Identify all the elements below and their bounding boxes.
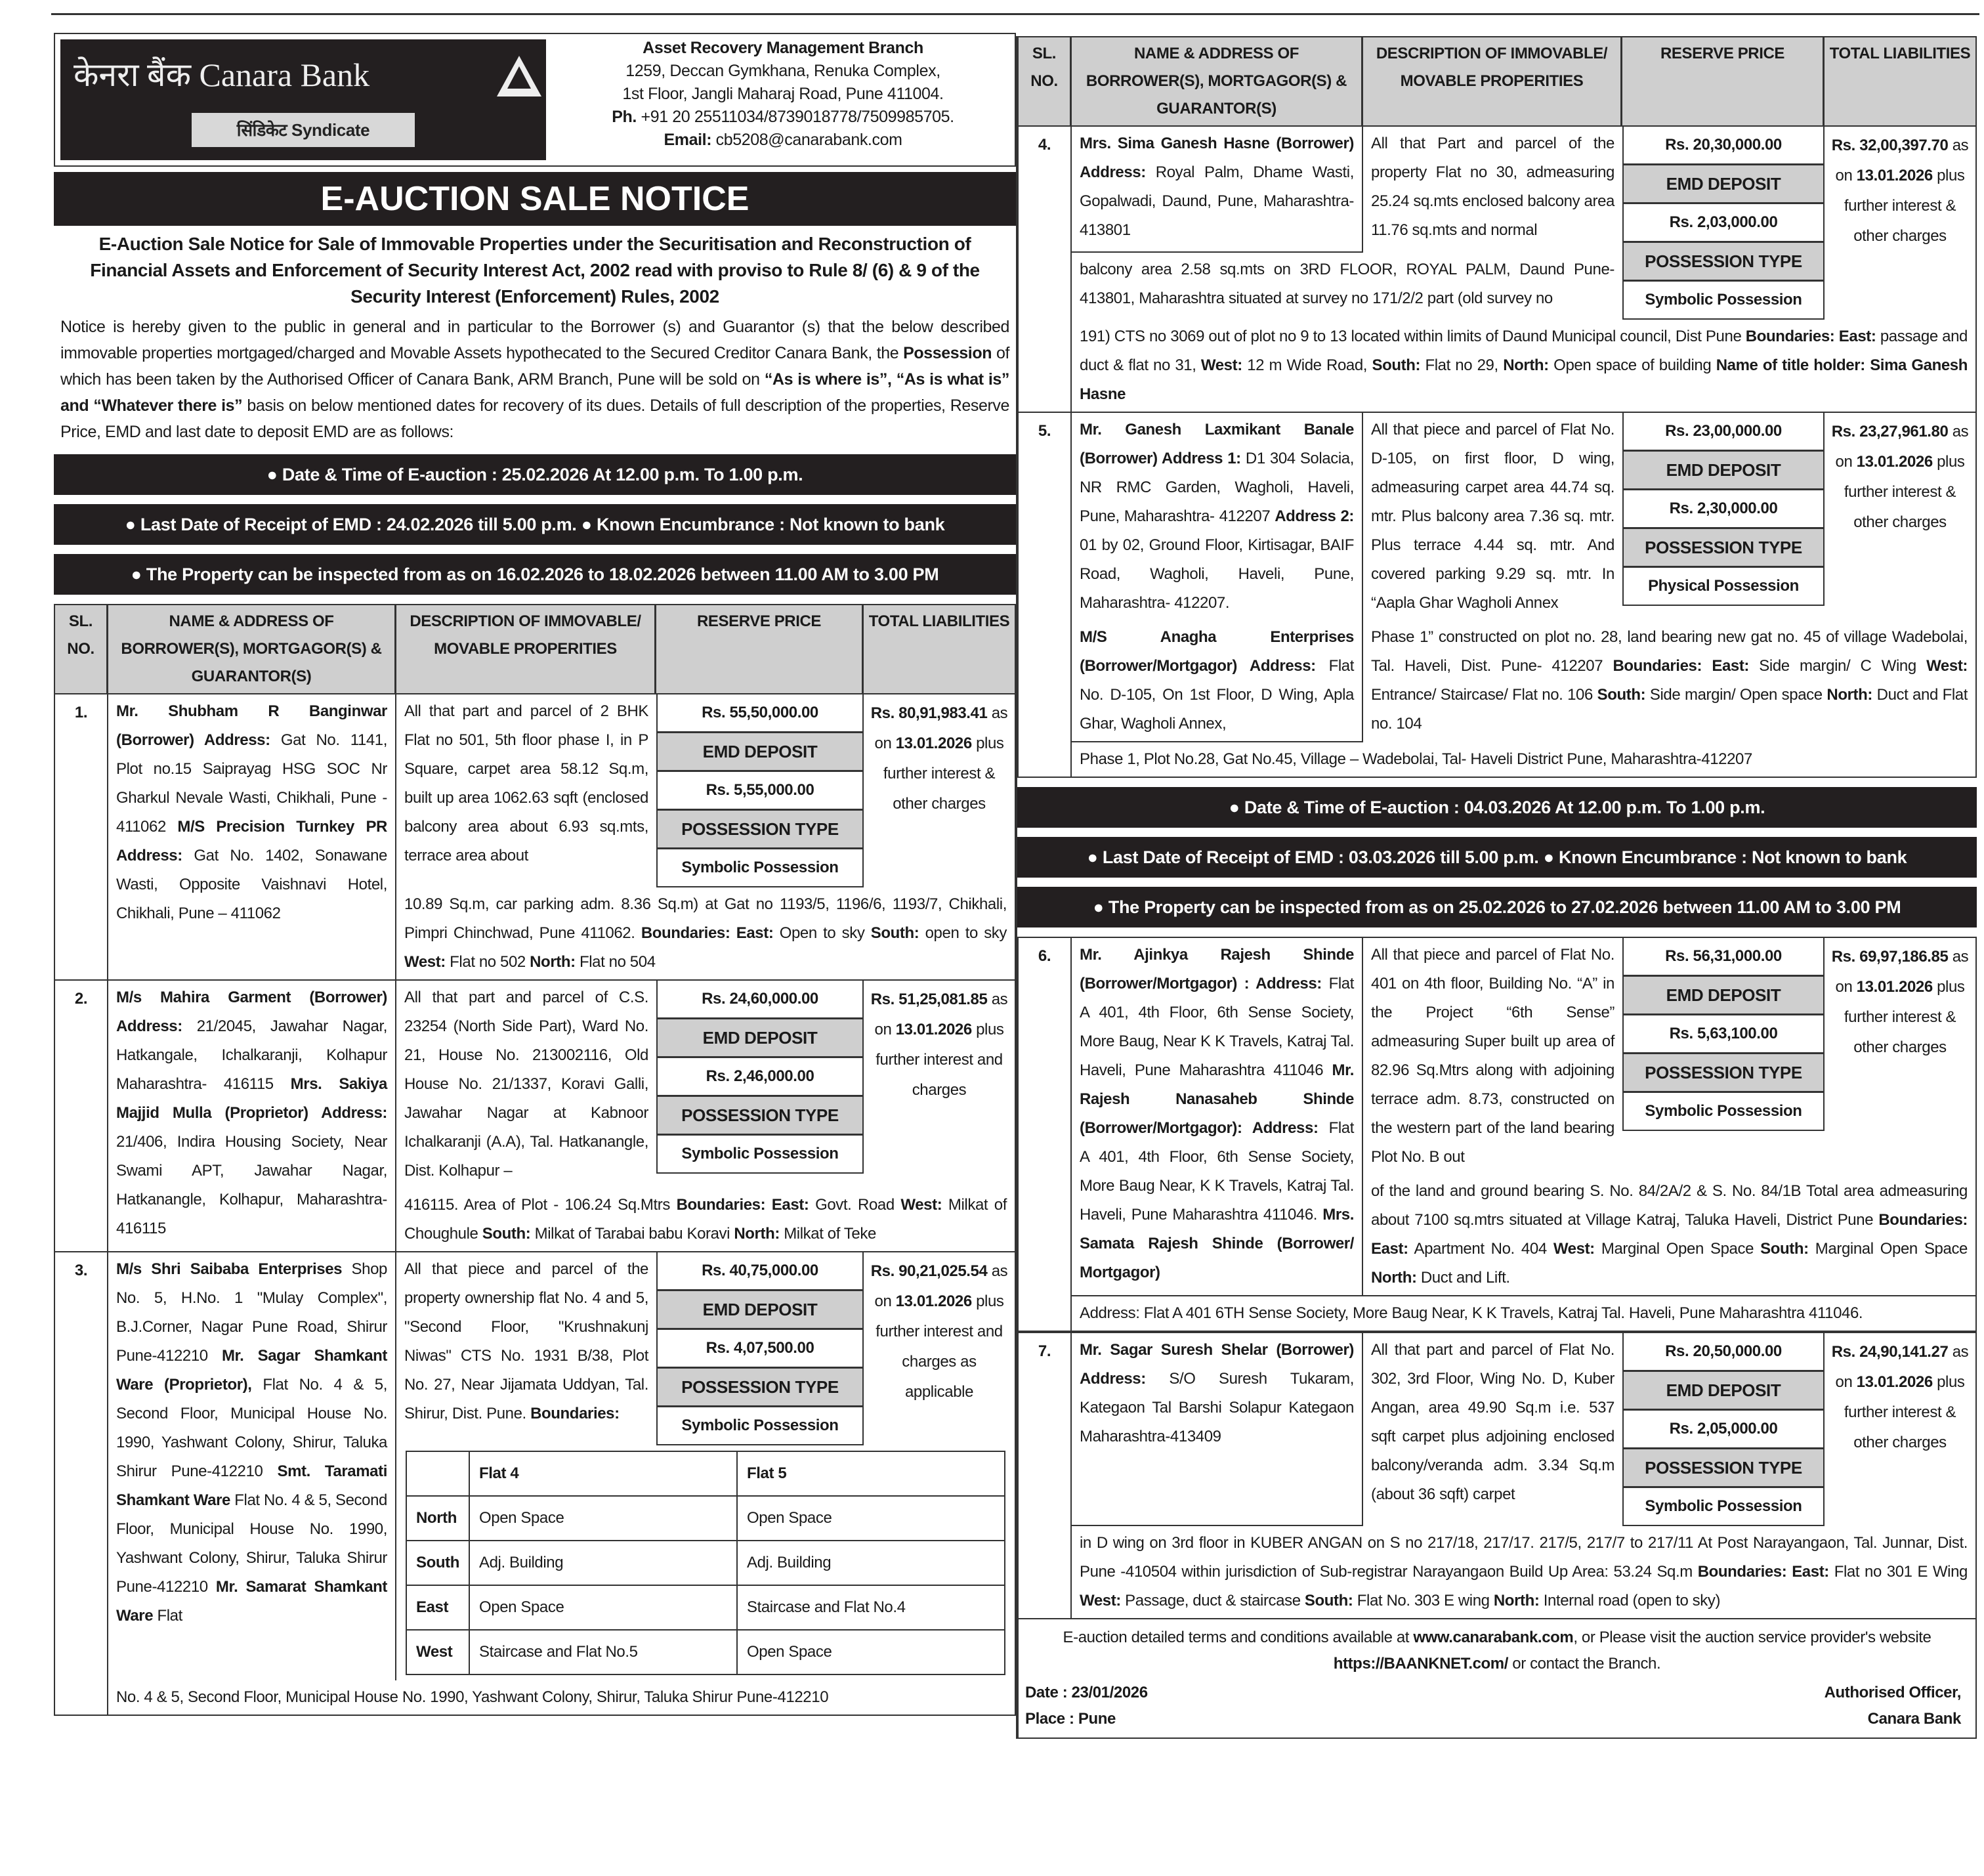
text-segment: Flat No. 4 & 5, Second Floor, Municipal House No. 1990, Yashwant Colony, Shirur, Taluka Shirur Pune-412210 bbox=[116, 1491, 387, 1596]
sl-no: 1. bbox=[55, 694, 108, 979]
text-segment: Mr. Ganesh Laxmikant Banale (Borrower) Address 1: bbox=[1080, 421, 1354, 467]
table-cell: Adj. Building bbox=[737, 1541, 1005, 1585]
notice-place: Place : Pune bbox=[1025, 1710, 1116, 1728]
signature-row bbox=[1025, 1680, 1969, 1732]
signatory bbox=[1825, 1680, 1969, 1732]
text-segment: basis on below mentioned dates for recovery of its dues. Details of full description of the properties, Reserve Price, EMD and last date to deposit EMD are as follows: bbox=[60, 396, 1009, 441]
email bbox=[551, 129, 1015, 152]
text-segment: West: bbox=[900, 1196, 942, 1214]
text-segment: 13.01.2026 bbox=[895, 1021, 972, 1038]
canara-bank-logo bbox=[60, 39, 546, 160]
text-segment: 13.01.2026 bbox=[1856, 453, 1933, 471]
text-segment: Flat no 504 bbox=[575, 953, 656, 971]
notice-paragraph bbox=[54, 310, 1016, 452]
text-segment: Boundaries: East: bbox=[1371, 1211, 1968, 1258]
text-segment: West: bbox=[1080, 1592, 1121, 1610]
emd-label: EMD DEPOSIT bbox=[1624, 452, 1823, 490]
total-liabilities bbox=[864, 981, 1015, 1188]
text-segment: Name of title holder: Sima Ganesh Hasne bbox=[1080, 356, 1968, 403]
emd-value: Rs. 2,46,000.00 bbox=[658, 1058, 862, 1097]
text-segment: M/s Shri Saibaba Enterprises bbox=[116, 1260, 343, 1278]
text-segment: S/O Suresh Tukaram, Kategaon Tal Barshi Solapur Kategaon Maharashtra-413409 bbox=[1080, 1370, 1354, 1445]
emd-value: Rs. 2,03,000.00 bbox=[1624, 204, 1823, 243]
table-cell bbox=[406, 1451, 469, 1496]
text-segment: 13.01.2026 bbox=[1856, 978, 1933, 996]
text-segment: Govt. Road bbox=[809, 1196, 901, 1214]
text-segment: as on bbox=[1835, 423, 1969, 471]
text-segment: Entrance/ Staircase/ Flat no. 106 bbox=[1371, 686, 1597, 704]
email-value: cb5208@canarabank.com bbox=[711, 131, 902, 149]
borrower-details bbox=[108, 1252, 396, 1680]
reserve-price: Rs. 20,30,000.00 bbox=[1624, 127, 1823, 165]
text-segment: as on bbox=[874, 1262, 1008, 1310]
text-segment: All that part and parcel of C.S. 23254 (North Side Part), Ward No. 21, House No. 213002116, Old House No. 21/1337, Koravi Galli, Jawahar Nagar at Kabnoor Ichalkaranji (A.A), Tal. Hatkanangle, Dist. Kolhapur – bbox=[404, 989, 648, 1180]
text-segment: Milkat of Teke bbox=[779, 1225, 876, 1243]
text-segment: Address: Flat A 401 6TH Sense Society, More Baug Near, K K Travels, Katraj Tal. Haveli, Pune Maharashtra 411046. bbox=[1080, 1304, 1863, 1322]
text-segment: Rs. 69,97,186.85 bbox=[1831, 948, 1949, 966]
text-segment: Flat No. 4 & 5, Second Floor, Municipal House No. 1990, Yashwant Colony, Shirur, Taluka Shirur Pune-412210 bbox=[116, 1376, 387, 1480]
notice-date: Date : 23/01/2026 bbox=[1025, 1684, 1148, 1701]
property-description-tail bbox=[1072, 742, 1975, 777]
text-segment: South: bbox=[1304, 1592, 1353, 1610]
text-segment: Rs. 90,21,025.54 bbox=[870, 1262, 988, 1280]
col-reserve-price: RESERVE PRICE bbox=[656, 605, 864, 693]
sl-no: 7. bbox=[1019, 1333, 1072, 1618]
text-segment: Rs. 32,00,397.70 bbox=[1831, 137, 1949, 154]
text-segment: Phase 1” constructed on plot no. 28, land bearing new gat no. 45 of village Wadebolai, Tal. Haveli, Dist. Pune- 412207 bbox=[1371, 628, 1968, 675]
text-segment: plus further interest & other charges bbox=[883, 735, 1004, 813]
text-segment: M/s Mahira Garment (Borrower) Address: bbox=[116, 989, 387, 1035]
price-box bbox=[1622, 1333, 1825, 1526]
text-segment: plus further interest and charges bbox=[876, 1021, 1004, 1099]
table-cell: West bbox=[406, 1630, 469, 1674]
text-segment: Rs. 23,27,961.80 bbox=[1831, 423, 1949, 440]
emd-date-banner: ● Last Date of Receipt of EMD : 03.03.2026 till 5.00 p.m. ● Known Encumbrance : Not known to bank bbox=[1017, 837, 1977, 878]
text-segment: North: bbox=[1503, 356, 1549, 374]
text-segment: Duct and Lift. bbox=[1416, 1269, 1510, 1287]
total-liabilities bbox=[864, 694, 1015, 887]
text-segment: Rs. 80,91,983.41 bbox=[870, 704, 988, 722]
text-segment: Side margin/ Open space bbox=[1645, 686, 1827, 704]
property-description bbox=[1363, 413, 1622, 620]
property-description-cont bbox=[396, 887, 1015, 979]
text-segment: Boundaries: East: bbox=[676, 1196, 809, 1214]
text-segment: D1 304 Solacia, NR RMC Garden, Wagholi, Haveli, Pune, Maharashtra- 412207 bbox=[1080, 450, 1355, 525]
text-segment: Boundaries: East: bbox=[1613, 657, 1750, 675]
table-cell: Open Space bbox=[737, 1630, 1005, 1674]
text-segment: Boundaries: East: bbox=[1745, 328, 1876, 345]
notice-subtitle: E-Auction Sale Notice for Sale of Immovable Properties under the Securitisation and Reconstruction of Financial Assets and Enforcement of Security Interest Act, 2002 read with proviso to Rule 8/ (6) & 9 of the Security Interest (Enforcement) Rules, 2002 bbox=[90, 234, 980, 307]
possession-label: POSSESSION TYPE bbox=[658, 811, 862, 849]
text-segment: Milkat of Choughule bbox=[404, 1196, 1007, 1243]
property-description bbox=[1363, 1333, 1622, 1526]
table-cell: South bbox=[406, 1541, 469, 1585]
text-segment: Rs. 24,90,141.27 bbox=[1831, 1343, 1949, 1361]
text-segment: Flat bbox=[153, 1607, 182, 1625]
emd-label: EMD DEPOSIT bbox=[658, 1019, 862, 1058]
text-segment: in D wing on 3rd floor in KUBER ANGAN on S no 217/18, 217/17. 217/5, 217/7 to 217/11 At Post Narayangaon, Tal. Junnar, Dist. Pune -410504 within jurisdiction of Sub-registrar Narayangaon Build Up Area: 53.24 Sq.m bbox=[1080, 1534, 1968, 1581]
text-segment: Flat no 29, bbox=[1420, 356, 1504, 374]
text-segment: Side margin/ C Wing bbox=[1749, 657, 1927, 675]
text-segment: Duct and Flat no. 104 bbox=[1371, 686, 1968, 733]
table-header bbox=[1017, 36, 1977, 127]
text-segment: North: bbox=[1371, 1269, 1417, 1287]
total-liabilities bbox=[1825, 938, 1975, 1174]
possession-value: Symbolic Possession bbox=[1645, 1497, 1802, 1515]
logo-text: केनरा बैंक Canara Bank bbox=[74, 56, 370, 93]
inspection-banner: ● The Property can be inspected from as on 25.02.2026 to 27.02.2026 between 11.00 AM to 3.00 PM bbox=[1017, 887, 1977, 927]
text-segment: 13.01.2026 bbox=[895, 1292, 972, 1310]
text-segment: Mr. Samarat Shamkant Ware bbox=[116, 1578, 387, 1625]
possession-value: Symbolic Possession bbox=[681, 1417, 839, 1434]
emd-value: Rs. 2,30,000.00 bbox=[1624, 490, 1823, 529]
text-segment: Boundaries: East: bbox=[641, 924, 774, 942]
emd-label: EMD DEPOSIT bbox=[1624, 977, 1823, 1015]
col-borrower: NAME & ADDRESS OF BORROWER(S), MORTGAGOR(S) & GUARANTOR(S) bbox=[1072, 37, 1363, 125]
emd-label: EMD DEPOSIT bbox=[658, 1291, 862, 1330]
possession-value: Symbolic Possession bbox=[681, 859, 839, 876]
phone bbox=[551, 106, 1015, 129]
total-liabilities bbox=[1825, 413, 1975, 620]
text-segment: Notice is hereby given to the public in general and in particular to the Borrower (s) and Guarantor (s) that the below described immovable properties mortgaged/charged and Movable Assets hypothecated to the Secured Creditor Canara Bank, the bbox=[60, 318, 1009, 362]
text-segment: 21/2045, Jawahar Nagar, Hatkangale, Ichalkaranji, Kolhapur Maharashtra- 416115 bbox=[116, 1017, 387, 1093]
text-segment: South: bbox=[1760, 1240, 1809, 1258]
sl-no: 2. bbox=[55, 981, 108, 1251]
table-header bbox=[54, 604, 1016, 694]
text-segment: North: bbox=[530, 953, 576, 971]
sl-no: 6. bbox=[1019, 938, 1072, 1331]
emd-value: Rs. 5,63,100.00 bbox=[1624, 1015, 1823, 1054]
text-segment: Marginal Open Space bbox=[1808, 1240, 1968, 1258]
text-segment: Boundaries: East: bbox=[1697, 1563, 1829, 1581]
borrower-details bbox=[1072, 938, 1363, 1295]
text-segment: Gat No. 1141, Plot no.15 Saiprayag HSG SOC Nr Gharkul Nevale Wasti, Chikhali, Pune - 411062 bbox=[116, 731, 387, 836]
sl-no: 3. bbox=[55, 1252, 108, 1715]
text-segment: 12 m Wide Road, bbox=[1242, 356, 1372, 374]
possession-value: Symbolic Possession bbox=[1645, 1102, 1802, 1120]
text-segment: South: bbox=[482, 1225, 531, 1243]
text-segment: Address 2: bbox=[1275, 507, 1354, 525]
text-segment: M/S Precision Turnkey PR Address: bbox=[116, 818, 387, 864]
price-box bbox=[656, 694, 864, 887]
text-segment: Mr. Sagar Shamkant Ware (Proprietor), bbox=[116, 1347, 388, 1394]
col-reserve-price: RESERVE PRICE bbox=[1622, 37, 1825, 125]
borrower-details bbox=[108, 981, 396, 1251]
property-row bbox=[1017, 937, 1977, 1332]
text-segment: Marginal Open Space bbox=[1594, 1240, 1761, 1258]
possession-value: Symbolic Possession bbox=[1645, 291, 1802, 309]
property-row bbox=[1017, 413, 1977, 778]
notice-footer bbox=[1017, 1619, 1977, 1739]
reserve-price: Rs. 20,50,000.00 bbox=[1624, 1333, 1823, 1372]
text-segment: Possession bbox=[903, 344, 992, 362]
text-segment: Royal Palm, Dhame Wasti, Gopalwadi, Daund, Pune, Maharashtra- 413801 bbox=[1080, 163, 1354, 239]
property-description bbox=[396, 981, 656, 1188]
price-box bbox=[1622, 413, 1825, 606]
table-row bbox=[406, 1585, 1005, 1630]
price-box bbox=[656, 1252, 864, 1445]
table-cell: North bbox=[406, 1496, 469, 1541]
reserve-price: Rs. 24,60,000.00 bbox=[658, 981, 862, 1019]
col-sl-no: SL. NO. bbox=[1019, 37, 1072, 125]
emd-value: Rs. 5,55,000.00 bbox=[658, 772, 862, 811]
text-segment: 191) CTS no 3069 out of plot no 9 to 13 located within limits of Daund Municipal council, Dist Pune bbox=[1080, 328, 1746, 345]
borrower-details bbox=[1072, 1333, 1363, 1526]
table-cell: Adj. Building bbox=[469, 1541, 737, 1585]
property-description-cont bbox=[1363, 620, 1975, 742]
text-segment: South: bbox=[1372, 356, 1421, 374]
borrower-details bbox=[1072, 413, 1363, 620]
text-segment: https://BAANKNET.com/ bbox=[1333, 1655, 1508, 1673]
property-description bbox=[1363, 127, 1622, 253]
table-row bbox=[406, 1630, 1005, 1674]
text-segment: E-auction detailed terms and conditions available at bbox=[1063, 1629, 1414, 1646]
total-liabilities bbox=[864, 1252, 1015, 1445]
text-segment: Open space of building bbox=[1548, 356, 1716, 374]
text-segment: 416115. Area of Plot - 106.24 Sq.Mtrs bbox=[404, 1196, 677, 1214]
borrower-details-2 bbox=[1072, 620, 1363, 742]
possession-label: POSSESSION TYPE bbox=[1624, 1449, 1823, 1488]
emd-label: EMD DEPOSIT bbox=[1624, 165, 1823, 204]
text-segment: Mrs. Sima Ganesh Hasne (Borrower) Address: bbox=[1080, 135, 1354, 181]
text-segment: North: bbox=[734, 1225, 780, 1243]
text-segment: as on bbox=[874, 704, 1008, 752]
table-cell: Open Space bbox=[469, 1496, 737, 1541]
possession-label: POSSESSION TYPE bbox=[1624, 1054, 1823, 1093]
table-cell: Flat 4 bbox=[469, 1451, 737, 1496]
canara-triangle-icon bbox=[497, 56, 541, 96]
branch-address bbox=[551, 34, 1015, 165]
emd-value: Rs. 2,05,000.00 bbox=[1624, 1411, 1823, 1449]
property-description-tail bbox=[1072, 1526, 1975, 1618]
text-segment: Smt. Taramati Shamkant Ware bbox=[116, 1462, 387, 1509]
reserve-price: Rs. 55,50,000.00 bbox=[658, 694, 862, 733]
date-place bbox=[1025, 1680, 1148, 1732]
col-total-liabilities: TOTAL LIABILITIES bbox=[868, 612, 1010, 630]
possession-label: POSSESSION TYPE bbox=[658, 1369, 862, 1407]
property-description-tail bbox=[1072, 1295, 1975, 1331]
property-description bbox=[396, 1252, 656, 1445]
text-segment: Phase 1, Plot No.28, Gat No.45, Village – Wadebolai, Tal- Haveli District Pune, Maharashtra-412207 bbox=[1080, 750, 1752, 768]
text-segment: , or Please visit the auction service provider's website bbox=[1573, 1629, 1931, 1646]
text-segment: 01 by 02, Ground Floor, Kirtisagar, BAIF Road, Wagholi, Haveli, Pune, Maharashtra- 412207. bbox=[1080, 536, 1354, 612]
emd-label: EMD DEPOSIT bbox=[1624, 1372, 1823, 1411]
text-segment: Mr. Rajesh Nanasaheb Shinde (Borrower/Mortgagor): Address: bbox=[1080, 1061, 1354, 1137]
property-row bbox=[54, 694, 1016, 981]
text-segment: 13.01.2026 bbox=[1856, 1373, 1933, 1391]
col-borrower: NAME & ADDRESS OF BORROWER(S), MORTGAGOR(S) & GUARANTOR(S) bbox=[108, 605, 396, 693]
text-segment: passage and duct & flat no 31, bbox=[1080, 328, 1968, 374]
auction-date-banner: ● Date & Time of E-auction : 25.02.2026 At 12.00 p.m. To 1.00 p.m. bbox=[54, 454, 1016, 495]
text-segment: Open to sky bbox=[773, 924, 871, 942]
text-segment: Mrs. Sakiya Majjid Mulla (Proprietor) Address: bbox=[116, 1075, 387, 1122]
inspection-banner: ● The Property can be inspected from as on 16.02.2026 to 18.02.2026 between 11.00 AM to 3.00 PM bbox=[54, 554, 1016, 595]
phone-value: +91 20 25511034/8739018778/7509985705. bbox=[636, 108, 954, 126]
signatory-title: Authorised Officer, bbox=[1824, 1684, 1961, 1701]
auction-date-banner: ● Date & Time of E-auction : 04.03.2026 At 12.00 p.m. To 1.00 p.m. bbox=[1017, 787, 1977, 828]
price-box bbox=[1622, 938, 1825, 1131]
text-segment: No. 4 & 5, Second Floor, Municipal House No. 1990, Yashwant Colony, Shirur, Taluka Shirur Pune-412210 bbox=[116, 1688, 829, 1706]
text-segment: Flat A 401, 4th Floor, 6th Sense Society, More Baug, Near K K Travels, Katraj Tal. Haveli, Pune Maharashtra 411046 bbox=[1080, 975, 1354, 1079]
table-cell: Open Space bbox=[469, 1585, 737, 1630]
text-segment: Milkat of Tarabai babu Koravi bbox=[530, 1225, 734, 1243]
page-frame bbox=[51, 13, 1979, 15]
text-segment: of the land and ground bearing S. No. 84/2A/2 & S. No. 84/1B Total area admeasuring about 7100 sq.mtrs situated at Village Katraj, Taluka Haveli, District Pune bbox=[1371, 1182, 1968, 1229]
boundaries-table bbox=[406, 1451, 1005, 1675]
col-total-liabilities: TOTAL LIABILITIES bbox=[1829, 45, 1971, 62]
property-row bbox=[54, 981, 1016, 1252]
text-segment: plus further interest and charges as applicable bbox=[876, 1292, 1004, 1401]
text-segment: West: bbox=[1553, 1240, 1595, 1258]
text-segment: West: bbox=[404, 953, 446, 971]
text-segment: Mr. Ajinkya Rajesh Shinde (Borrower/Mortgagor) : Address: bbox=[1080, 946, 1354, 992]
text-segment: Apartment No. 404 bbox=[1408, 1240, 1553, 1258]
text-segment: Flat No. D-105, On 1st Floor, D Wing, Apla Ghar, Wagholi Annex, bbox=[1080, 657, 1354, 733]
text-segment: plus further interest & other charges bbox=[1844, 453, 1965, 531]
text-segment: Mr. Sagar Suresh Shelar (Borrower) Address: bbox=[1080, 1341, 1354, 1388]
right-column bbox=[1016, 36, 1977, 1739]
text-segment: Rs. 51,25,081.85 bbox=[870, 991, 988, 1008]
text-segment: as on bbox=[1835, 948, 1969, 996]
possession-label: POSSESSION TYPE bbox=[1624, 529, 1823, 568]
text-segment: plus further interest & other charges bbox=[1844, 167, 1965, 245]
text-segment: Shop No. 5, H.No. 1 "Mulay Complex", B.J.Corner, Nagar Pune Road, Shirur Pune-412210 bbox=[116, 1260, 387, 1365]
borrower-details bbox=[108, 694, 396, 979]
text-segment: as on bbox=[1835, 137, 1969, 184]
email-label: Email: bbox=[664, 131, 712, 149]
table-row bbox=[406, 1496, 1005, 1541]
text-segment: Mrs. Samata Rajesh Shinde (Borrower/ Mortgagor) bbox=[1080, 1206, 1354, 1281]
text-segment: Flat no 502 bbox=[445, 953, 530, 971]
text-segment: Gat No. 1402, Sonawane Wasti, Opposite Vaishnavi Hotel, Chikhali, Pune – 411062 bbox=[116, 847, 387, 922]
price-box bbox=[1622, 127, 1825, 320]
branch-name: Asset Recovery Management Branch bbox=[643, 39, 923, 57]
col-description: DESCRIPTION OF IMMOVABLE/ MOVABLE PROPERITIES bbox=[1363, 37, 1622, 125]
text-segment: All that part and parcel of Flat No. 302, 3rd Floor, Wing No. D, Kuber Angan, area 49.90 Sq.m i.e. 537 sqft carpet plus adjoining enclosed balcony/veranda adm. 3.34 Sq.m (about 36 sqft) carpet bbox=[1371, 1341, 1615, 1503]
emd-label: EMD DEPOSIT bbox=[658, 733, 862, 772]
letterhead bbox=[54, 33, 1016, 167]
table-cell: Staircase and Flat No.4 bbox=[737, 1585, 1005, 1630]
text-segment: Boundaries: bbox=[530, 1405, 620, 1422]
table-row bbox=[406, 1541, 1005, 1585]
text-segment: 13.01.2026 bbox=[1856, 167, 1933, 184]
left-column bbox=[54, 33, 1016, 1716]
total-liabilities bbox=[1825, 1333, 1975, 1526]
text-segment: Passage, duct & staircase bbox=[1120, 1592, 1305, 1610]
property-description bbox=[396, 694, 656, 887]
syndicate-logo: सिंडिकेट Syndicate bbox=[192, 113, 415, 147]
boundaries-table-wrap bbox=[396, 1445, 1015, 1680]
col-sl-no: SL. NO. bbox=[55, 605, 108, 693]
sl-no: 4. bbox=[1019, 127, 1072, 412]
text-segment: North: bbox=[1493, 1592, 1540, 1610]
signatory-bank: Canara Bank bbox=[1867, 1710, 1961, 1728]
possession-label: POSSESSION TYPE bbox=[658, 1097, 862, 1136]
page-title: E-AUCTION SALE NOTICE bbox=[54, 172, 1016, 226]
text-segment: 21/406, Indira Housing Society, Near Swami APT, Jawahar Nagar, Hatkanangle, Kolhapur, Maharashtra- 416115 bbox=[116, 1133, 387, 1237]
text-segment: Mr. Shubham R Banginwar (Borrower) Address: bbox=[116, 702, 387, 749]
text-segment: All that piece and parcel of Flat No. D-105, on first floor, D wing, admeasuring carpet area 44.74 sq. mtr. Plus balcony area 7.36 sq. mtr. Plus terrace 4.44 sq. mtr. And covered parking 9.29 sq. mtr. In “Aapla Ghar Wagholi Annex bbox=[1371, 421, 1615, 612]
table-cell: Open Space bbox=[737, 1496, 1005, 1541]
address-line: 1259, Deccan Gymkhana, Renuka Complex, bbox=[625, 62, 940, 80]
borrower-details bbox=[1072, 127, 1363, 253]
total-liabilities bbox=[1825, 127, 1975, 320]
emd-date-banner: ● Last Date of Receipt of EMD : 24.02.2026 till 5.00 p.m. ● Known Encumbrance : Not known to bank bbox=[54, 504, 1016, 545]
reserve-price: Rs. 23,00,000.00 bbox=[1624, 413, 1823, 452]
text-segment: as on bbox=[874, 991, 1008, 1038]
text-segment: Flat no 301 E Wing bbox=[1828, 1563, 1968, 1581]
table-cell: East bbox=[406, 1585, 469, 1630]
text-segment: plus further interest & other charges bbox=[1844, 978, 1965, 1056]
table-cell: Flat 5 bbox=[737, 1451, 1005, 1496]
property-description-cont bbox=[1363, 1174, 1975, 1295]
text-segment: All that Part and parcel of the property Flat no 30, admeasuring 25.24 sq.mts enclosed balcony area 11.76 sq.mts and normal bbox=[1371, 135, 1615, 239]
text-segment: South: bbox=[1597, 686, 1646, 704]
property-description-cont bbox=[1072, 253, 1622, 320]
property-description-cont bbox=[396, 1188, 1015, 1251]
price-box bbox=[656, 981, 864, 1174]
text-segment: All that piece and parcel of Flat No. 401 on 4th floor, Building No. “A” in the Project “6th Sense” admeasuring Super built up area of 82.96 Sq.Mtrs along with adjoining terrace adm. 8.73, constructed on the western part of the land bearing Plot No. B out bbox=[1371, 946, 1615, 1166]
reserve-price: Rs. 40,75,000.00 bbox=[658, 1252, 862, 1291]
text-segment: West: bbox=[1926, 657, 1968, 675]
text-segment: “As is where is”, “As is what is” and “Whatever there is” bbox=[60, 370, 1009, 415]
emd-value: Rs. 4,07,500.00 bbox=[658, 1330, 862, 1369]
property-description bbox=[1363, 938, 1622, 1174]
possession-label: POSSESSION TYPE bbox=[1624, 243, 1823, 282]
text-segment: open to sky bbox=[919, 924, 1007, 942]
text-segment: M/S Anagha Enterprises (Borrower/Mortgagor) Address: bbox=[1080, 628, 1354, 675]
text-segment: www.canarabank.com bbox=[1413, 1629, 1574, 1646]
text-segment: or contact the Branch. bbox=[1508, 1655, 1661, 1673]
address-line: 1st Floor, Jangli Maharaj Road, Pune 411004. bbox=[622, 85, 944, 103]
text-segment: Flat A 401, 4th Floor, 6th Sense Society, More Baug Near, K K Travels, Katraj Tal. Haveli, Pune Maharashtra 411046. bbox=[1080, 1119, 1354, 1224]
text-segment: South: bbox=[870, 924, 919, 942]
text-segment: Internal road (open to sky) bbox=[1539, 1592, 1721, 1610]
terms-text bbox=[1025, 1625, 1969, 1677]
col-description: DESCRIPTION OF IMMOVABLE/ MOVABLE PROPERITIES bbox=[396, 605, 656, 693]
property-row bbox=[54, 1252, 1016, 1716]
property-description-tail bbox=[1072, 320, 1975, 412]
possession-value: Physical Possession bbox=[1648, 577, 1799, 595]
text-segment: Flat No. 303 E wing bbox=[1353, 1592, 1494, 1610]
table-cell: Staircase and Flat No.5 bbox=[469, 1630, 737, 1674]
text-segment: West: bbox=[1200, 356, 1242, 374]
text-segment: 13.01.2026 bbox=[895, 735, 972, 752]
text-segment: plus further interest & other charges bbox=[1844, 1373, 1965, 1451]
borrower-details-cont bbox=[108, 1680, 1015, 1715]
text-segment: of which has been taken by the Authorised Officer of Canara Bank, ARM Branch, Pune will be sold on bbox=[60, 344, 1009, 389]
phone-label: Ph. bbox=[612, 108, 637, 126]
table-row bbox=[406, 1451, 1005, 1496]
text-segment: All that piece and parcel of the property ownership flat No. 4 and 5, "Second Floor, "Krushnakunj Niwas" CTS No. 1931 B/38, Plot No. 27, Near Jijamata Uddyan, Tal. Shirur, Dist. Pune. bbox=[404, 1260, 648, 1422]
possession-value: Symbolic Possession bbox=[681, 1145, 839, 1162]
property-row bbox=[1017, 127, 1977, 413]
sl-no: 5. bbox=[1019, 413, 1072, 777]
property-row bbox=[1017, 1332, 1977, 1619]
text-segment: 10.89 Sq.m, car parking adm. 8.36 Sq.m) at Gat no 1193/5, 1196/6, 1193/7, Chikhali, Pimpri Chinchwad, Pune 411062. bbox=[404, 895, 1007, 942]
text-segment: as on bbox=[1835, 1343, 1969, 1391]
text-segment: All that part and parcel of 2 BHK Flat no 501, 5th floor phase I, in P Square, carpet area 58.12 Sq.m, built up area 1062.63 sqft (enclosed balcony area about 6.93 sq.mts, terrace area about bbox=[404, 702, 648, 864]
reserve-price: Rs. 56,31,000.00 bbox=[1624, 938, 1823, 977]
text-segment: North: bbox=[1826, 686, 1872, 704]
text-segment: balcony area 2.58 sq.mts on 3RD FLOOR, ROYAL PALM, Daund Pune-413801, Maharashtra situated at survey no 171/2/2 part (old survey no bbox=[1080, 261, 1615, 307]
